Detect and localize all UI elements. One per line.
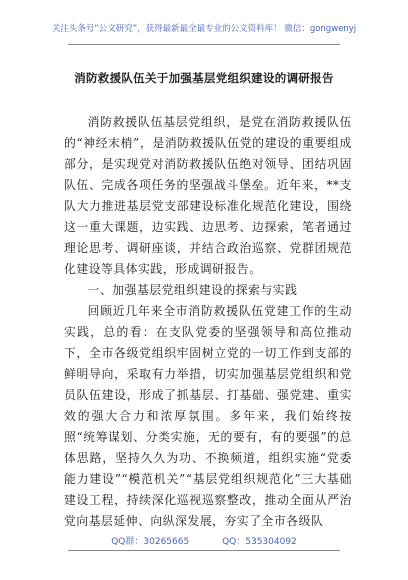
header-banner: 关注头条号“公文研究”，获得最新最全最专业的公文资料库！ 微信：gongwenyj [51,24,357,34]
header-divider [68,44,340,45]
paragraph-intro: 消防救援队伍基层党组织，是党在消防救援队伍的“神经末梢”，是消防救援队伍党的建设的重要组成部分，是实现党对消防救援队伍绝对领导、团结巩固队伍、完成各项任务的坚强战斗堡垒。近年来，**支队大力推进基层党支部建设标准化规范化建设，围绕这一重大课题，边实践、边思考、边探索，笔者通过理论思考、调研座谈，并结合政治巡察、党群团规范化建设等具体实践，形成调研报告。 [64,115,352,276]
document-body [64,112,352,532]
section-heading: 一、加强基层党组织建设的探索与实践 [87,283,298,297]
paragraph-review: 回顾近几年来全市消防救援队伍党建工作的生动实践，总的看：在支队党委的坚强领导和高位推动下，全市各级党组织牢固树立党的一切工作到支部的鲜明导向，采取有力举措，切实加强基层党组织和党员队伍建设，形成了抓基层、打基础、强党建、重实效的强大合力和浓厚氛围。多年来，我们始终按照“统筹谋划、分类实施，无的要有，有的要强”的总体思路，坚持久久为功、不换频道，组织实施“党委能力建设”“模范机关”“基层党组织规范化”三大基础建设工程，持续深化巡视巡察整改，推动全面从严治党向基层延伸、向纵深发展，夯实了全市各级队 [64,304,352,528]
footer-qq-group: QQ群：30265665 [111,537,190,547]
document-title: 消防救援队伍关于加强基层党组织建设的调研报告 [74,71,334,85]
footer-contact [0,534,408,547]
footer-divider [68,550,340,551]
footer-qq: QQ：535304092 [222,537,297,547]
